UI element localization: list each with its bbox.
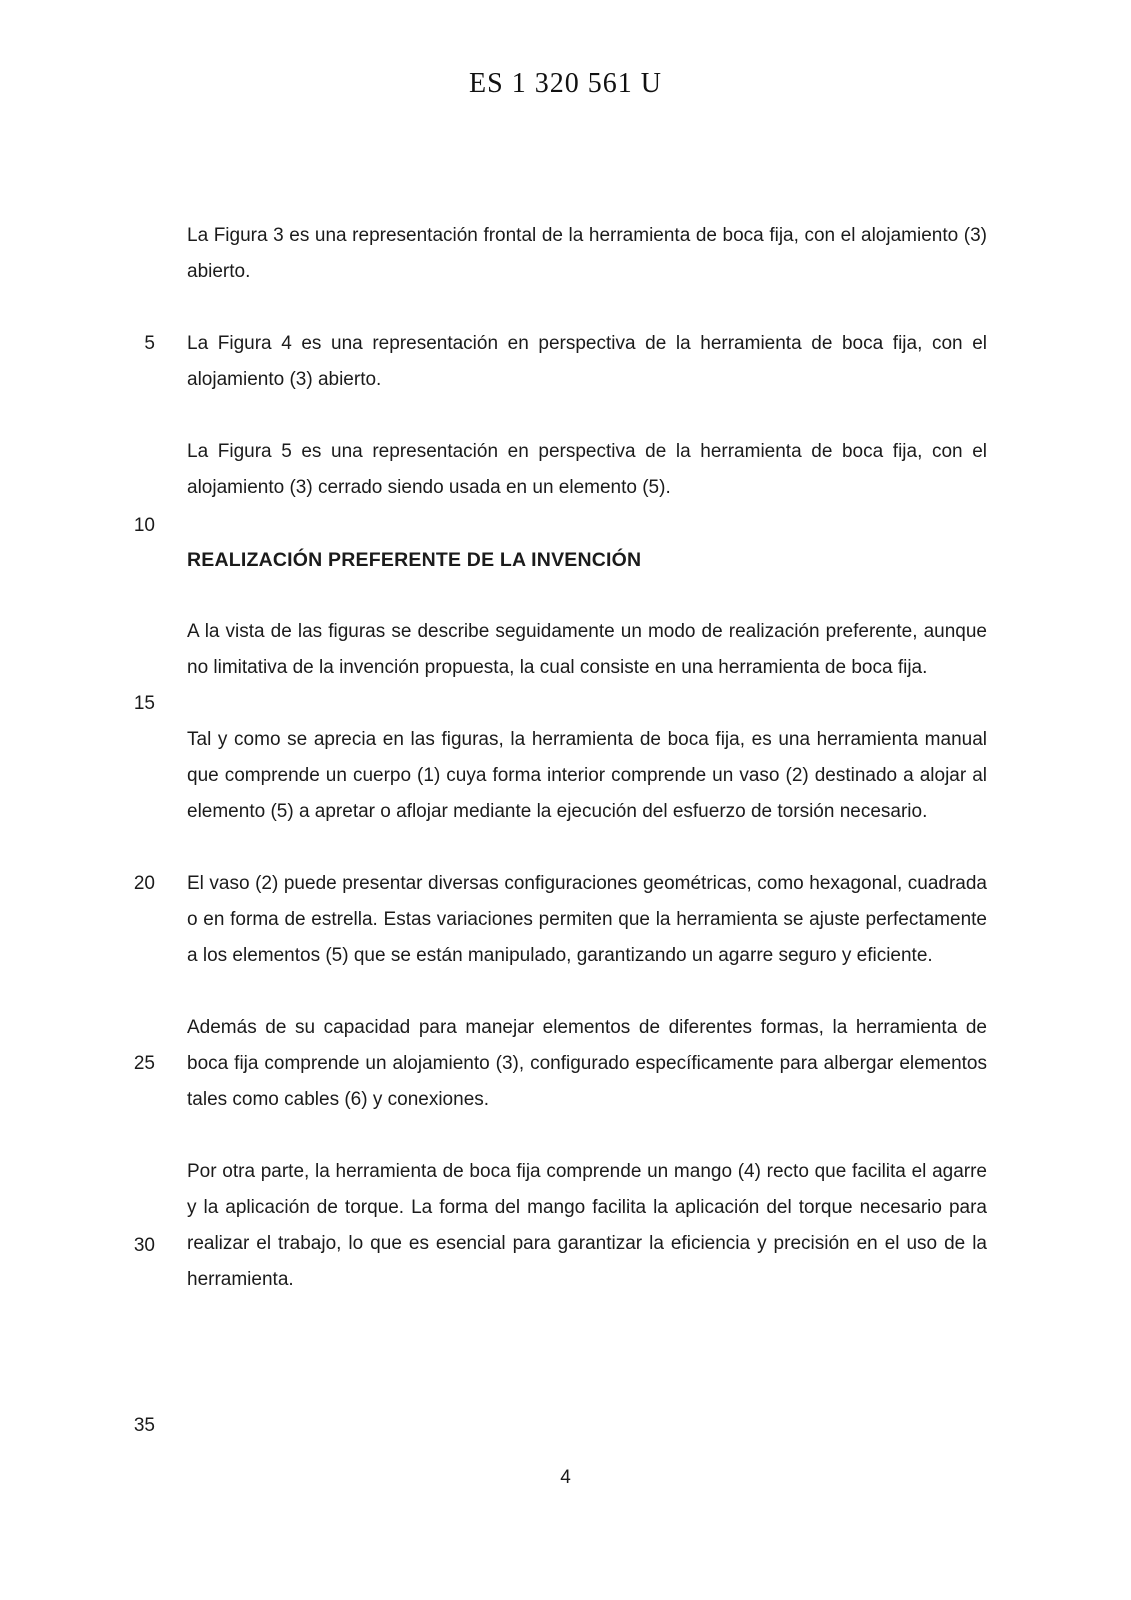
line-number-15: 15 — [133, 693, 155, 714]
patent-number-header: ES 1 320 561 U — [469, 68, 662, 99]
line-number-30: 30 — [133, 1235, 155, 1256]
paragraph-figura-5: La Figura 5 es una representación en perspectiva de la herramienta de boca fija, con el alojamiento (3) cerrado siendo usada en un elemento (5). — [187, 441, 987, 498]
paragraph-intro-realizacion: A la vista de las figuras se describe seguidamente un modo de realización preferente, aunque no limitativa de la invención propuesta, la cual consiste en una herramienta de boca fija. — [187, 621, 987, 678]
page-number: 4 — [560, 1467, 571, 1488]
paragraph-configuraciones-vaso: El vaso (2) puede presentar diversas configuraciones geométricas, como hexagonal, cuadrada o en forma de estrella. Estas variaciones permiten que la herramienta se ajuste perfectamente a los elementos (5) que se están manipulado, garantizando un agarre seguro y eficiente. — [187, 873, 987, 966]
section-heading: REALIZACIÓN PREFERENTE DE LA INVENCIÓN — [187, 549, 642, 571]
paragraph-figura-4: La Figura 4 es una representación en perspectiva de la herramienta de boca fija, con el alojamiento (3) abierto. — [187, 333, 987, 390]
paragraph-figura-3: La Figura 3 es una representación frontal de la herramienta de boca fija, con el alojamiento (3) abierto. — [187, 225, 987, 282]
line-number-20: 20 — [133, 873, 155, 894]
line-number-5: 5 — [144, 333, 155, 354]
document-body — [187, 218, 987, 1334]
line-number-gutter — [0, 0, 155, 1600]
paragraph-mango-torque: Por otra parte, la herramienta de boca fija comprende un mango (4) recto que facilita el agarre y la aplicación de torque. La forma del mango facilita la aplicación del torque necesario para realizar el trabajo, lo que es esencial para garantizar la eficiencia y precisión en el uso de la herramienta. — [187, 1161, 987, 1290]
line-number-25: 25 — [133, 1053, 155, 1074]
line-number-10: 10 — [133, 515, 155, 536]
paragraph-alojamiento-cables: Además de su capacidad para manejar elementos de diferentes formas, la herramienta de boca fija comprende un alojamiento (3), configurado específicamente para albergar elementos tales como cables (6) y conexiones. — [187, 1017, 987, 1110]
line-number-35: 35 — [133, 1415, 155, 1436]
paragraph-cuerpo-vaso: Tal y como se aprecia en las figuras, la herramienta de boca fija, es una herramienta manual que comprende un cuerpo (1) cuya forma interior comprende un vaso (2) destinado a alojar al elemento (5) a apretar o aflojar mediante la ejecución del esfuerzo de torsión necesario. — [187, 729, 987, 822]
